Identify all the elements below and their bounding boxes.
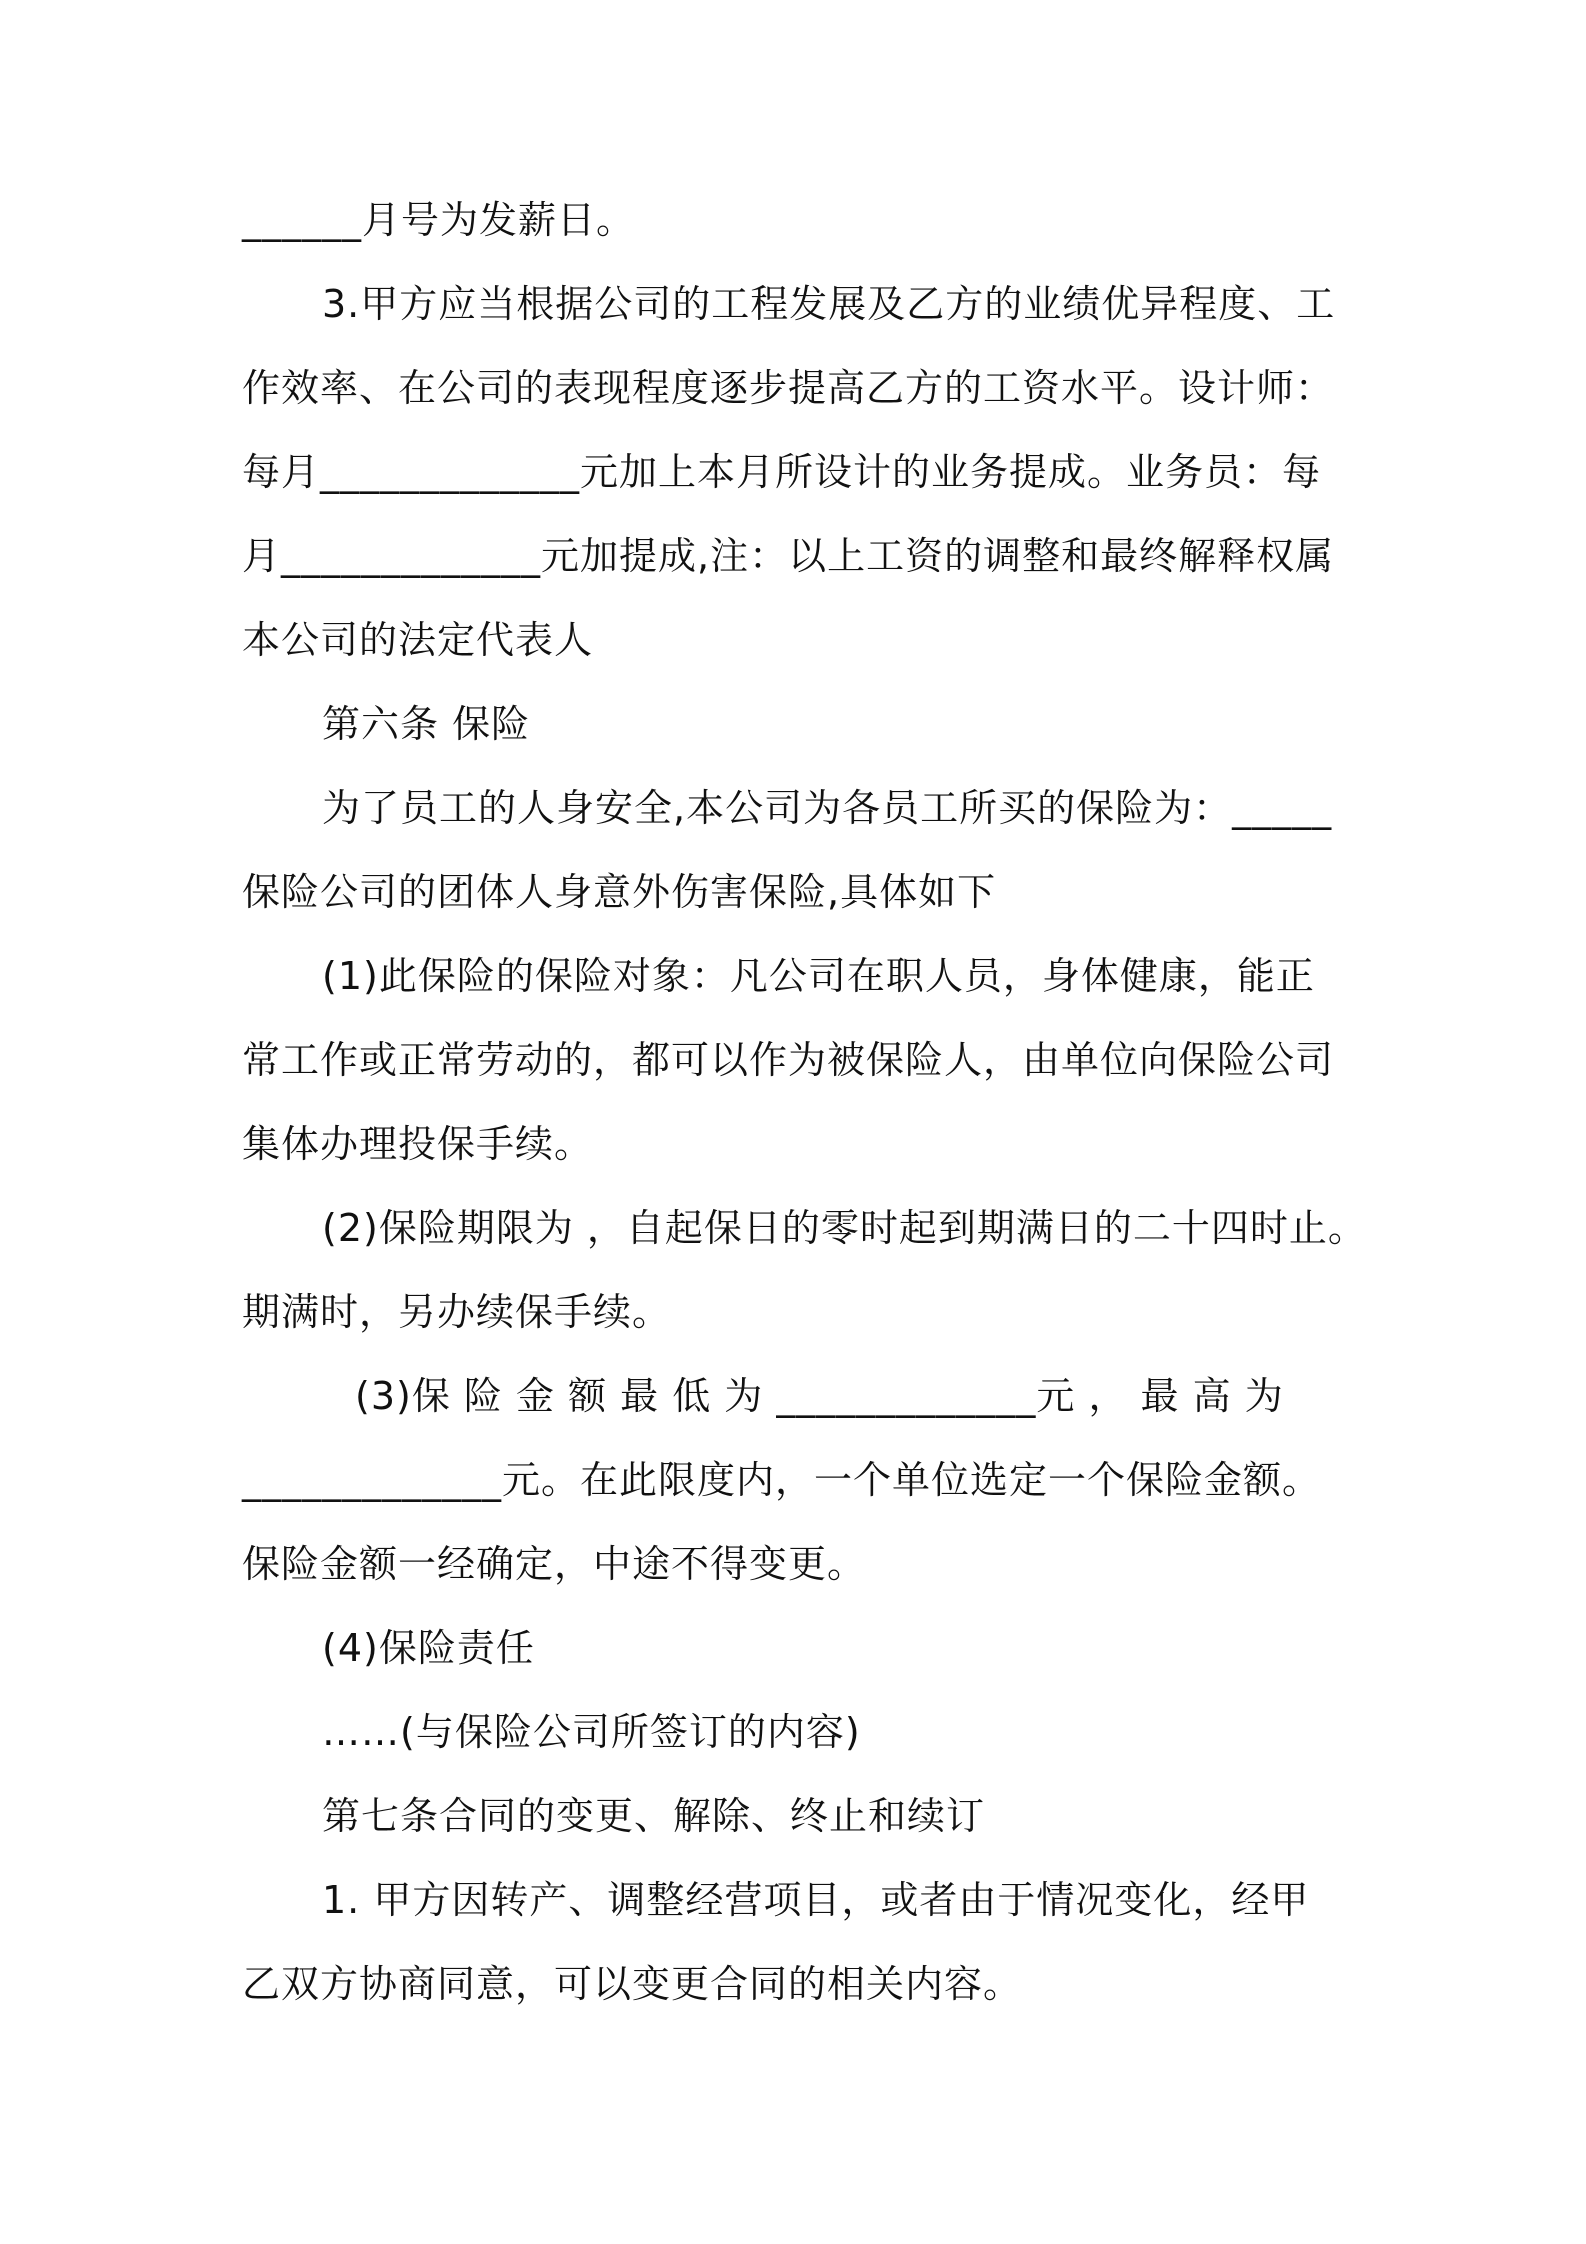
paragraph-line: (2)保险期限为 ，自起保日的零时起到期满日的二十四时止。 bbox=[322, 1206, 1367, 1250]
paragraph-line: 作效率、在公司的表现程度逐步提高乙方的工资水平。设计师： bbox=[242, 366, 1335, 410]
paragraph-line: 常工作或正常劳动的，都可以作为被保险人，由单位向保险公司 bbox=[242, 1038, 1335, 1082]
paragraph-line: 1. 甲方因转产、调整经营项目，或者由于情况变化，经甲 bbox=[322, 1878, 1310, 1922]
paragraph-line: 3.甲方应当根据公司的工程发展及乙方的业绩优异程度、工 bbox=[322, 282, 1336, 326]
paragraph-line: 乙双方协商同意，可以变更合同的相关内容。 bbox=[242, 1962, 1023, 2006]
paragraph-line: 每月_____________元加上本月所设计的业务提成。业务员：每 bbox=[242, 450, 1322, 494]
paragraph-line: 为了员工的人身安全,本公司为各员工所买的保险为：_____ bbox=[322, 786, 1333, 830]
paragraph-line: ______月号为发薪日。 bbox=[242, 198, 636, 242]
section-heading: 第七条合同的变更、解除、终止和续订 bbox=[322, 1794, 986, 1838]
paragraph-line: 期满时，另办续保手续。 bbox=[242, 1290, 672, 1334]
paragraph-line: 月_____________元加提成,注：以上工资的调整和最终解释权属 bbox=[242, 534, 1335, 578]
paragraph-line: 保险金额一经确定，中途不得变更。 bbox=[242, 1542, 867, 1586]
paragraph-line: ……(与保险公司所签订的内容) bbox=[322, 1710, 861, 1754]
paragraph-line: (3)保 险 金 额 最 低 为 _____________元 ， 最 高 为 bbox=[355, 1374, 1284, 1418]
paragraph-line: (4)保险责任 bbox=[322, 1626, 535, 1670]
paragraph-line: _____________元。在此限度内，一个单位选定一个保险金额。 bbox=[242, 1458, 1322, 1502]
paragraph-line: 保险公司的团体人身意外伤害保险,具体如下 bbox=[242, 870, 997, 914]
section-heading: 第六条 保险 bbox=[322, 702, 531, 746]
paragraph-line: (1)此保险的保险对象：凡公司在职人员，身体健康，能正 bbox=[322, 954, 1315, 998]
paragraph-line: 本公司的法定代表人 bbox=[242, 618, 594, 662]
paragraph-line: 集体办理投保手续。 bbox=[242, 1122, 594, 1166]
